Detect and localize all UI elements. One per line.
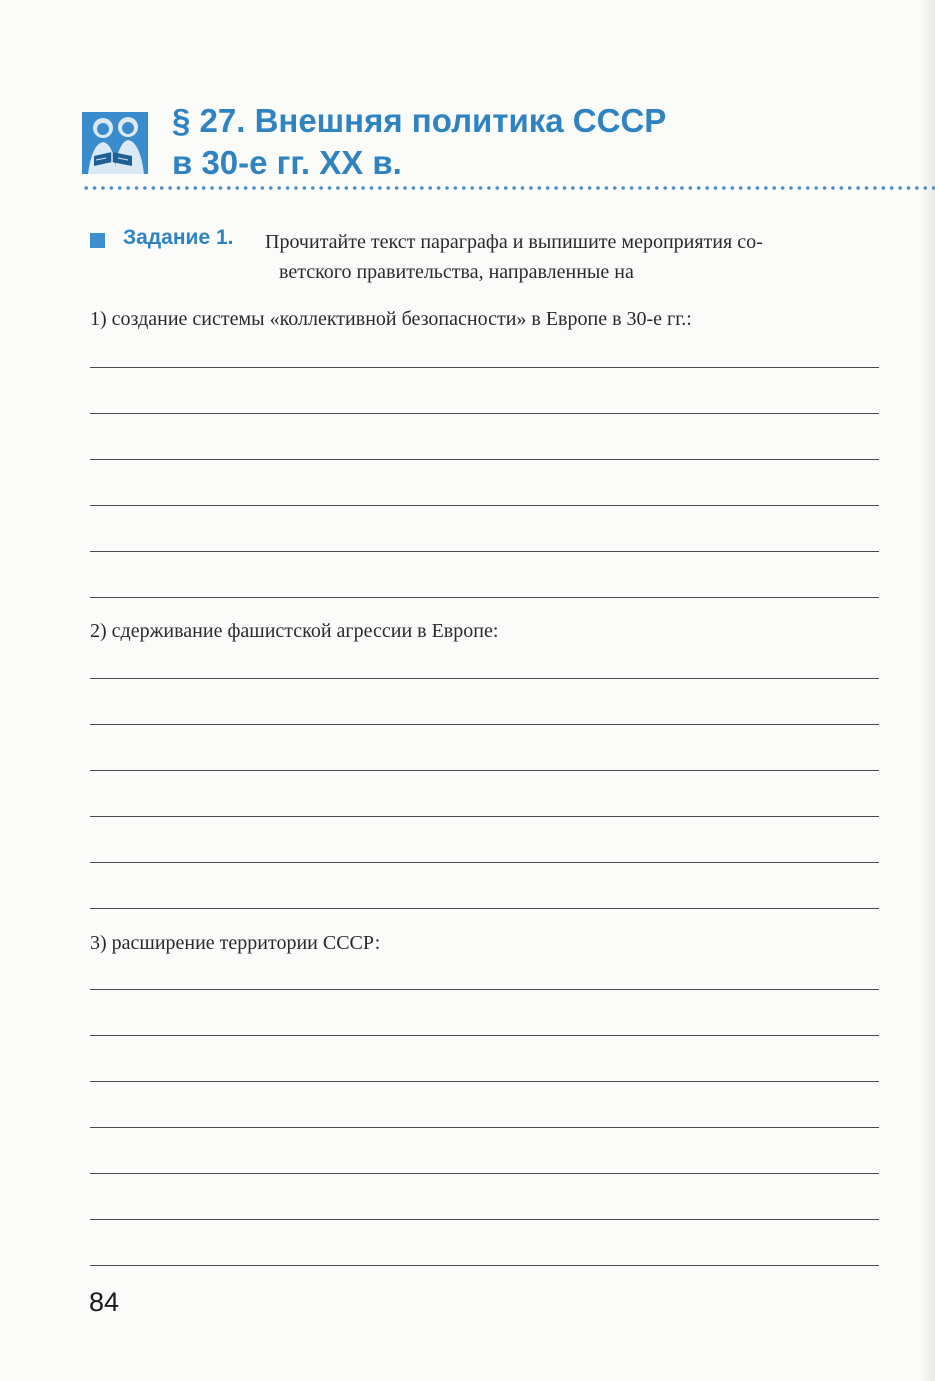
answer-line[interactable] xyxy=(90,597,879,598)
page-title xyxy=(172,100,666,184)
dotted-divider xyxy=(82,185,935,191)
task-label: Задание 1. xyxy=(123,226,234,249)
title-line-2: в 30-е гг. XX в. xyxy=(172,144,402,181)
answer-line[interactable] xyxy=(90,678,879,679)
answer-line[interactable] xyxy=(90,1265,879,1266)
answer-line[interactable] xyxy=(90,908,879,909)
students-reading-icon xyxy=(82,112,148,174)
answer-line[interactable] xyxy=(90,770,879,771)
page-edge-shadow xyxy=(921,0,935,1381)
answer-line[interactable] xyxy=(90,1173,879,1174)
answer-line[interactable] xyxy=(90,862,879,863)
item-3-prompt: 3) расширение территории СССР: xyxy=(90,932,381,954)
item-2-prompt: 2) сдерживание фашистской агрессии в Европе: xyxy=(90,620,499,642)
answer-line[interactable] xyxy=(90,459,879,460)
answer-line[interactable] xyxy=(90,816,879,817)
answer-line[interactable] xyxy=(90,367,879,368)
answer-line[interactable] xyxy=(90,1219,879,1220)
answer-line[interactable] xyxy=(90,505,879,506)
answer-line[interactable] xyxy=(90,989,879,990)
answer-line[interactable] xyxy=(90,1035,879,1036)
task-instructions xyxy=(265,227,890,287)
answer-line[interactable] xyxy=(90,1081,879,1082)
item-1-prompt: 1) создание системы «коллективной безопасности» в Европе в 30-е гг.: xyxy=(90,308,692,330)
page-number: 84 xyxy=(89,1287,120,1317)
task-text-line-1: Прочитайте текст параграфа и выпишите мероприятия со- xyxy=(265,231,763,253)
task-text-line-2: ветского правительства, направленные на xyxy=(279,261,634,283)
answer-line[interactable] xyxy=(90,1127,879,1128)
answer-line[interactable] xyxy=(90,413,879,414)
title-line-1: § 27. Внешняя политика СССР xyxy=(172,102,667,139)
answer-line[interactable] xyxy=(90,724,879,725)
task-square-icon xyxy=(90,233,105,248)
answer-line[interactable] xyxy=(90,551,879,552)
